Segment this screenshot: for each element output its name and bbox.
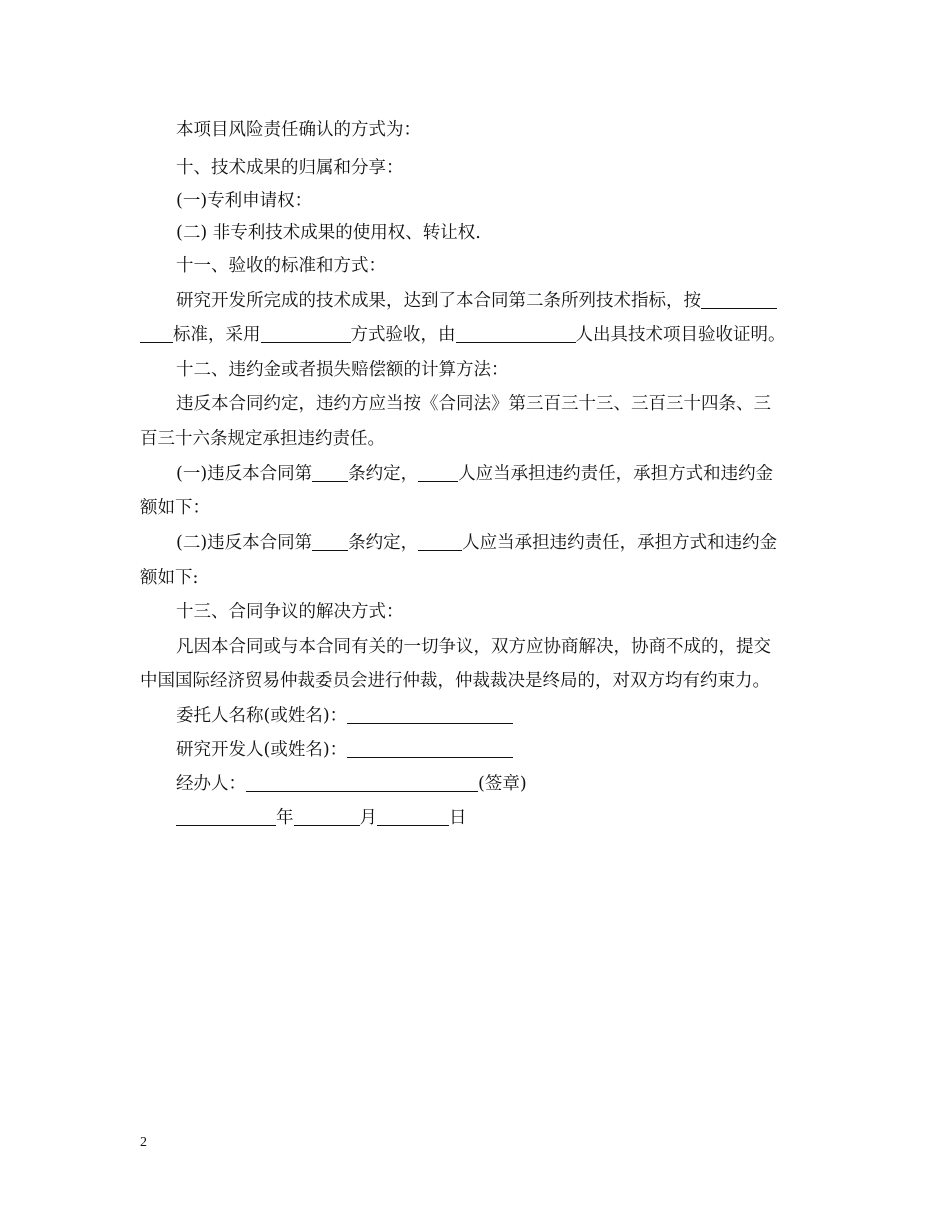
breach-item-2-line-1 [176, 531, 777, 555]
blank-underline [261, 324, 351, 343]
blank-underline [347, 705, 513, 724]
section-12-heading [176, 358, 509, 382]
blank-underline [140, 324, 173, 343]
text: 人应当承担违约责任，承担方式和违约金 [458, 464, 774, 484]
blank-underline [246, 773, 478, 792]
label: 研究开发人(或姓名)： [176, 740, 348, 760]
text: 违反本合同约定，违约方应当按《合同法》第三百三十三、三百三十四条、三 [176, 394, 771, 414]
page-number: 2 [140, 1135, 147, 1150]
blank-underline [312, 463, 348, 482]
text: 方式验收，由 [350, 325, 456, 345]
patent-right-item [176, 189, 312, 213]
year-label: 年 [276, 808, 294, 828]
text: 额如下： [140, 498, 210, 518]
text: 额如下: [140, 568, 199, 588]
date-field [176, 806, 467, 830]
text: 条约定， [348, 533, 419, 553]
text: (一)违反本合同第 [176, 464, 313, 484]
blank-underline [377, 807, 449, 826]
dispute-paragraph-line-1 [176, 635, 771, 659]
risk-confirmation-line [176, 118, 421, 142]
month-label: 月 [359, 808, 377, 828]
text: 百三十六条规定承担违约责任。 [140, 429, 385, 449]
text: 十二、违约金或者损失赔偿额的计算方法： [176, 360, 509, 380]
text: 中国国际经济贸易仲裁委员会进行仲裁，仲裁裁决是终局的，对双方均有约束力。 [140, 671, 770, 691]
breach-paragraph-line-2 [140, 427, 385, 451]
breach-item-1-line-2 [140, 496, 210, 520]
text: (二)违反本合同第 [176, 533, 313, 553]
blank-underline [701, 290, 777, 309]
blank-underline [347, 739, 513, 758]
label: 委托人名称(或姓名)： [176, 706, 348, 726]
text: 人出具技术项目验收证明。 [575, 325, 786, 345]
section-11-heading [176, 254, 386, 278]
text: 标准，采用 [173, 325, 261, 345]
text: 条约定， [348, 464, 419, 484]
text: 人应当承担违约责任，承担方式和违约金 [462, 533, 778, 553]
breach-item-1-line-1 [176, 462, 773, 486]
blank-underline [418, 532, 462, 551]
dispute-paragraph-line-2 [140, 669, 770, 693]
blank-underline [294, 807, 360, 826]
text: (一)专利申请权： [176, 191, 313, 211]
breach-paragraph-line-1 [176, 392, 771, 416]
text: 十一、验收的标准和方式： [176, 256, 386, 276]
blank-underline [456, 324, 576, 343]
non-patent-right-item [176, 221, 481, 245]
text: 凡因本合同或与本合同有关的一切争议，双方应协商解决，协商不成的，提交 [176, 637, 771, 657]
text: 本项目风险责任确认的方式为： [176, 120, 421, 140]
section-13-heading [176, 600, 404, 624]
blank-underline [176, 807, 276, 826]
developer-name-field [176, 738, 513, 762]
text: 十、技术成果的归属和分享： [176, 158, 404, 178]
blank-underline [312, 532, 348, 551]
breach-item-2-line-2 [140, 566, 198, 590]
day-label: 日 [449, 808, 467, 828]
label: 经办人： [176, 774, 246, 794]
handler-signature-field [176, 772, 527, 796]
acceptance-paragraph-line-2 [140, 323, 786, 347]
acceptance-paragraph-line-1 [176, 289, 777, 313]
text: 十三、合同争议的解决方式： [176, 602, 404, 622]
section-10-heading [176, 156, 404, 180]
client-name-field [176, 704, 513, 728]
text: 研究开发所完成的技术成果，达到了本合同第二条所列技术指标，按 [176, 291, 701, 311]
text: (二) 非专利技术成果的使用权、转让权. [176, 223, 481, 243]
signature-note: (签章) [478, 774, 527, 794]
blank-underline [418, 463, 458, 482]
